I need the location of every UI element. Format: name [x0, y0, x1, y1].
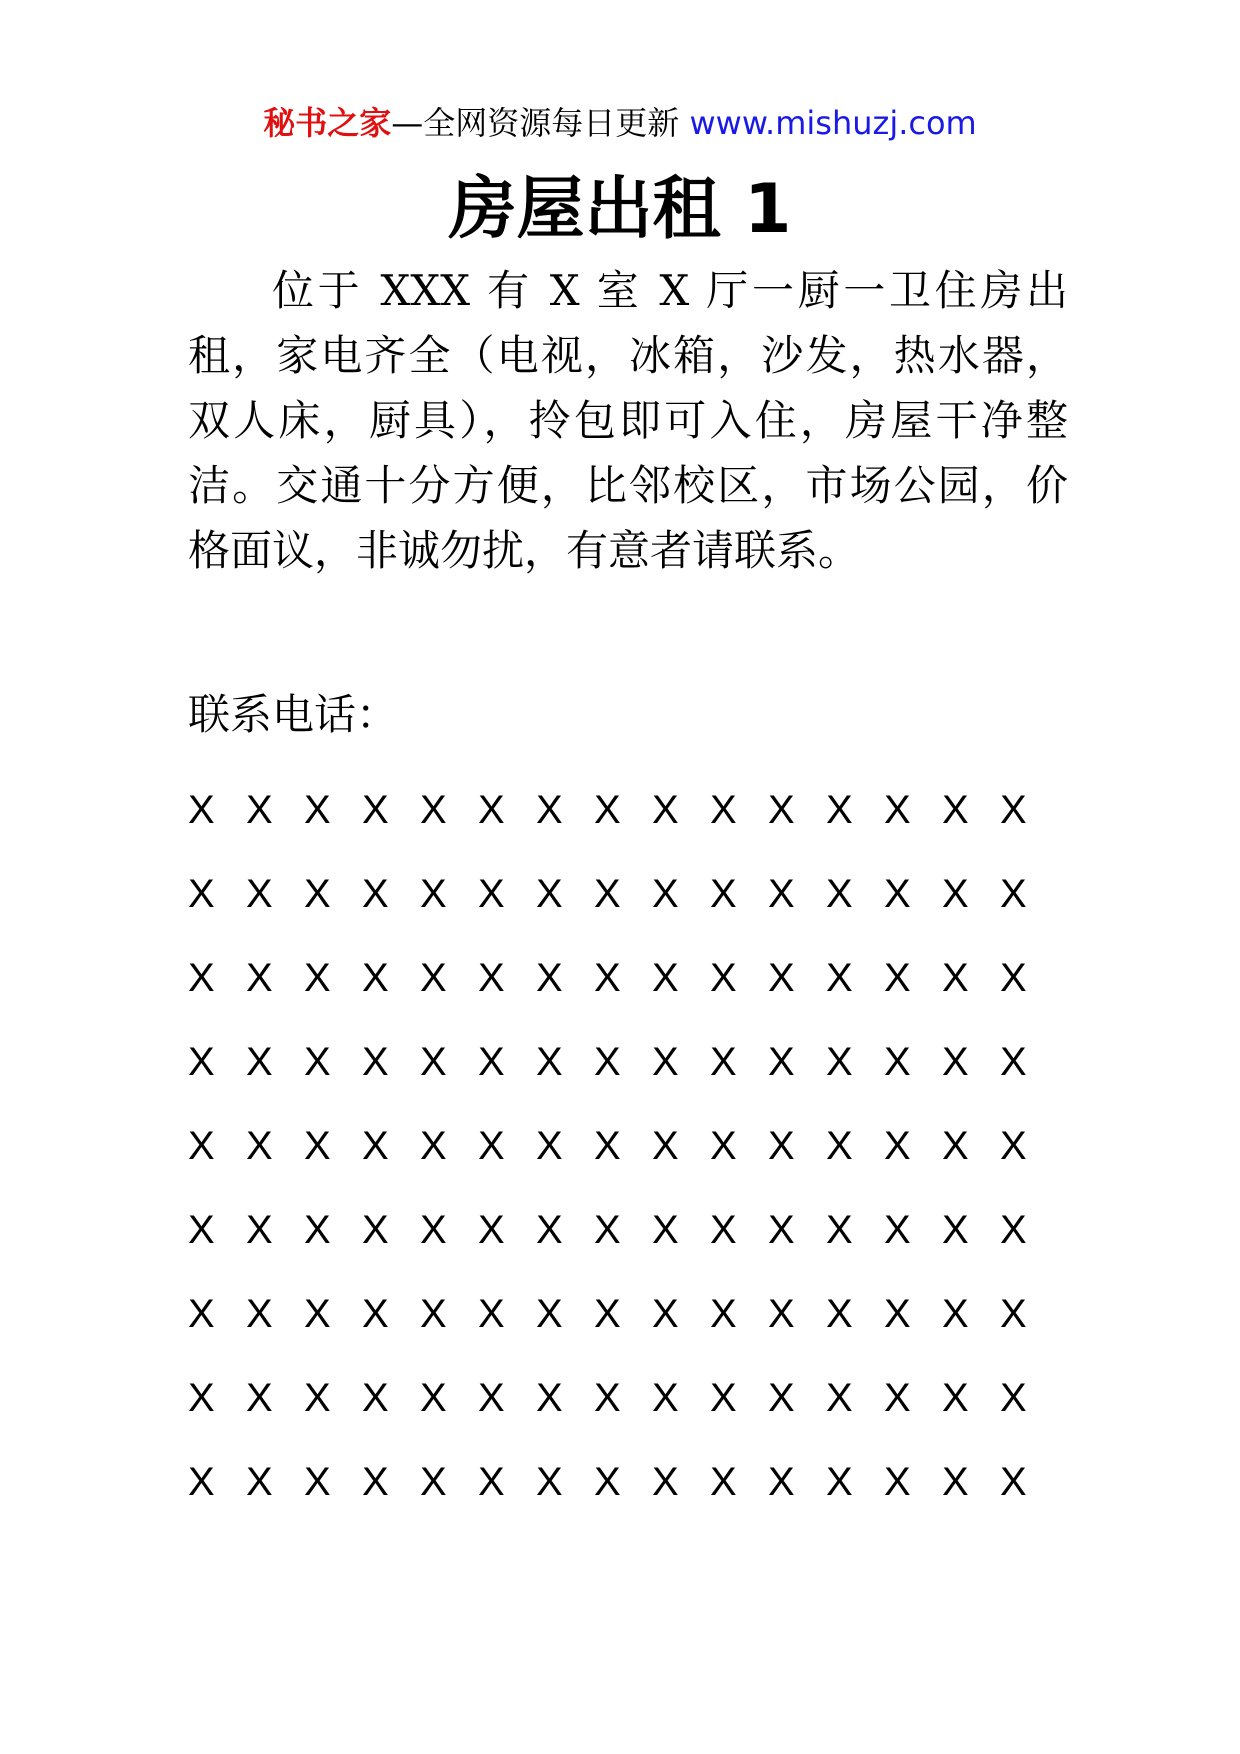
- contact-digit-placeholder: X: [304, 956, 331, 1000]
- contact-row: [188, 1356, 1088, 1440]
- contact-digit-placeholder: X: [246, 1040, 273, 1084]
- contact-digit-placeholder: X: [478, 1208, 505, 1252]
- contact-number-grid: [188, 768, 1088, 1524]
- contact-digit-placeholder: X: [768, 1124, 795, 1168]
- contact-digit-placeholder: X: [942, 1208, 969, 1252]
- contact-digit-placeholder: X: [768, 1208, 795, 1252]
- contact-digit-placeholder: X: [362, 956, 389, 1000]
- contact-digit-placeholder: X: [304, 1124, 331, 1168]
- contact-digit-placeholder: X: [652, 872, 679, 916]
- contact-digit-placeholder: X: [420, 1040, 447, 1084]
- contact-digit-placeholder: X: [1000, 1208, 1027, 1252]
- contact-digit-placeholder: X: [478, 1124, 505, 1168]
- contact-digit-placeholder: X: [942, 1124, 969, 1168]
- contact-digit-placeholder: X: [304, 872, 331, 916]
- contact-digit-placeholder: X: [884, 788, 911, 832]
- contact-digit-placeholder: X: [304, 788, 331, 832]
- contact-digit-placeholder: X: [710, 788, 737, 832]
- contact-row: [188, 768, 1088, 852]
- contact-digit-placeholder: X: [652, 1208, 679, 1252]
- contact-digit-placeholder: X: [942, 1460, 969, 1504]
- contact-digit-placeholder: X: [1000, 1040, 1027, 1084]
- contact-digit-placeholder: X: [942, 1040, 969, 1084]
- contact-digit-placeholder: X: [246, 872, 273, 916]
- contact-digit-placeholder: X: [536, 1376, 563, 1420]
- contact-row: [188, 1104, 1088, 1188]
- contact-digit-placeholder: X: [768, 1040, 795, 1084]
- contact-digit-placeholder: X: [420, 788, 447, 832]
- contact-digit-placeholder: X: [1000, 1124, 1027, 1168]
- contact-digit-placeholder: X: [304, 1208, 331, 1252]
- contact-digit-placeholder: X: [304, 1460, 331, 1504]
- contact-digit-placeholder: X: [478, 788, 505, 832]
- contact-digit-placeholder: X: [710, 1124, 737, 1168]
- contact-digit-placeholder: X: [884, 1376, 911, 1420]
- contact-digit-placeholder: X: [246, 1460, 273, 1504]
- contact-digit-placeholder: X: [884, 1460, 911, 1504]
- contact-digit-placeholder: X: [826, 1124, 853, 1168]
- contact-row: [188, 1440, 1088, 1524]
- contact-digit-placeholder: X: [420, 1460, 447, 1504]
- contact-digit-placeholder: X: [188, 1040, 215, 1084]
- contact-digit-placeholder: X: [362, 1460, 389, 1504]
- contact-digit-placeholder: X: [188, 1376, 215, 1420]
- contact-digit-placeholder: X: [1000, 788, 1027, 832]
- contact-digit-placeholder: X: [246, 1124, 273, 1168]
- contact-digit-placeholder: X: [884, 956, 911, 1000]
- contact-row: [188, 852, 1088, 936]
- contact-digit-placeholder: X: [594, 788, 621, 832]
- contact-digit-placeholder: X: [1000, 1460, 1027, 1504]
- contact-digit-placeholder: X: [536, 1460, 563, 1504]
- contact-digit-placeholder: X: [942, 956, 969, 1000]
- contact-digit-placeholder: X: [478, 956, 505, 1000]
- contact-digit-placeholder: X: [942, 788, 969, 832]
- contact-digit-placeholder: X: [420, 956, 447, 1000]
- contact-digit-placeholder: X: [304, 1292, 331, 1336]
- contact-digit-placeholder: X: [420, 1208, 447, 1252]
- contact-label: 联系电话：: [188, 690, 399, 739]
- contact-digit-placeholder: X: [246, 1376, 273, 1420]
- contact-digit-placeholder: X: [826, 1376, 853, 1420]
- contact-digit-placeholder: X: [768, 788, 795, 832]
- contact-digit-placeholder: X: [826, 1040, 853, 1084]
- contact-digit-placeholder: X: [188, 1292, 215, 1336]
- contact-digit-placeholder: X: [304, 1376, 331, 1420]
- contact-digit-placeholder: X: [478, 1292, 505, 1336]
- header-url-link[interactable]: www.mishuzj.com: [689, 104, 977, 142]
- document-title: 房屋出租 1: [448, 170, 792, 249]
- contact-digit-placeholder: X: [942, 1292, 969, 1336]
- contact-digit-placeholder: X: [826, 872, 853, 916]
- contact-digit-placeholder: X: [536, 1208, 563, 1252]
- contact-digit-placeholder: X: [478, 1376, 505, 1420]
- contact-digit-placeholder: X: [362, 788, 389, 832]
- contact-digit-placeholder: X: [536, 956, 563, 1000]
- contact-digit-placeholder: X: [826, 1208, 853, 1252]
- contact-digit-placeholder: X: [594, 1376, 621, 1420]
- contact-digit-placeholder: X: [710, 1460, 737, 1504]
- contact-row: [188, 936, 1088, 1020]
- contact-digit-placeholder: X: [188, 1124, 215, 1168]
- contact-digit-placeholder: X: [884, 1124, 911, 1168]
- contact-digit-placeholder: X: [652, 1292, 679, 1336]
- contact-digit-placeholder: X: [362, 1040, 389, 1084]
- contact-digit-placeholder: X: [188, 1460, 215, 1504]
- site-header: [0, 98, 1240, 148]
- contact-digit-placeholder: X: [594, 1040, 621, 1084]
- contact-digit-placeholder: X: [594, 1292, 621, 1336]
- contact-digit-placeholder: X: [246, 1208, 273, 1252]
- contact-digit-placeholder: X: [536, 788, 563, 832]
- contact-digit-placeholder: X: [768, 1460, 795, 1504]
- contact-digit-placeholder: X: [826, 1460, 853, 1504]
- contact-digit-placeholder: X: [710, 1376, 737, 1420]
- contact-digit-placeholder: X: [652, 956, 679, 1000]
- contact-digit-placeholder: X: [710, 1208, 737, 1252]
- contact-digit-placeholder: X: [826, 788, 853, 832]
- contact-digit-placeholder: X: [942, 1376, 969, 1420]
- contact-digit-placeholder: X: [652, 1124, 679, 1168]
- contact-digit-placeholder: X: [884, 1292, 911, 1336]
- contact-digit-placeholder: X: [188, 788, 215, 832]
- contact-digit-placeholder: X: [246, 788, 273, 832]
- header-tagline: —全网资源每日更新: [391, 104, 680, 142]
- contact-digit-placeholder: X: [420, 872, 447, 916]
- contact-digit-placeholder: X: [1000, 872, 1027, 916]
- contact-digit-placeholder: X: [768, 1376, 795, 1420]
- rental-description: 位于 XXX 有 X 室 X 厅一厨一卫住房出租，家电齐全（电视，冰箱，沙发，热水器，双人床，厨具），拎包即可入住，房屋干净整洁。交通十分方便，比邻校区，市场公园，价格面议，非诚勿扰，有意者请联系。: [188, 266, 1068, 575]
- contact-digit-placeholder: X: [536, 1040, 563, 1084]
- contact-digit-placeholder: X: [362, 1376, 389, 1420]
- contact-digit-placeholder: X: [652, 1460, 679, 1504]
- contact-digit-placeholder: X: [710, 956, 737, 1000]
- contact-digit-placeholder: X: [188, 956, 215, 1000]
- contact-digit-placeholder: X: [246, 1292, 273, 1336]
- contact-digit-placeholder: X: [362, 1208, 389, 1252]
- contact-digit-placeholder: X: [1000, 1376, 1027, 1420]
- contact-digit-placeholder: X: [536, 1124, 563, 1168]
- contact-row: [188, 1272, 1088, 1356]
- contact-digit-placeholder: X: [1000, 1292, 1027, 1336]
- contact-digit-placeholder: X: [188, 1208, 215, 1252]
- contact-digit-placeholder: X: [652, 1040, 679, 1084]
- contact-digit-placeholder: X: [304, 1040, 331, 1084]
- contact-digit-placeholder: X: [710, 1292, 737, 1336]
- contact-digit-placeholder: X: [478, 872, 505, 916]
- contact-digit-placeholder: X: [362, 872, 389, 916]
- contact-digit-placeholder: X: [826, 1292, 853, 1336]
- header-brand: 秘书之家: [263, 104, 392, 142]
- contact-digit-placeholder: X: [768, 1292, 795, 1336]
- contact-digit-placeholder: X: [884, 1040, 911, 1084]
- contact-digit-placeholder: X: [594, 1460, 621, 1504]
- contact-row: [188, 1020, 1088, 1104]
- contact-digit-placeholder: X: [362, 1124, 389, 1168]
- contact-digit-placeholder: X: [768, 872, 795, 916]
- contact-digit-placeholder: X: [594, 1208, 621, 1252]
- contact-digit-placeholder: X: [536, 872, 563, 916]
- contact-digit-placeholder: X: [420, 1376, 447, 1420]
- contact-digit-placeholder: X: [652, 788, 679, 832]
- contact-digit-placeholder: X: [594, 1124, 621, 1168]
- contact-digit-placeholder: X: [188, 872, 215, 916]
- contact-digit-placeholder: X: [710, 1040, 737, 1084]
- contact-digit-placeholder: X: [652, 1376, 679, 1420]
- contact-digit-placeholder: X: [362, 1292, 389, 1336]
- contact-digit-placeholder: X: [594, 956, 621, 1000]
- contact-digit-placeholder: X: [420, 1124, 447, 1168]
- contact-digit-placeholder: X: [826, 956, 853, 1000]
- contact-digit-placeholder: X: [884, 872, 911, 916]
- contact-digit-placeholder: X: [420, 1292, 447, 1336]
- contact-digit-placeholder: X: [1000, 956, 1027, 1000]
- contact-row: [188, 1188, 1088, 1272]
- contact-digit-placeholder: X: [478, 1460, 505, 1504]
- contact-digit-placeholder: X: [536, 1292, 563, 1336]
- contact-digit-placeholder: X: [246, 956, 273, 1000]
- contact-digit-placeholder: X: [710, 872, 737, 916]
- contact-digit-placeholder: X: [478, 1040, 505, 1084]
- contact-digit-placeholder: X: [768, 956, 795, 1000]
- contact-digit-placeholder: X: [884, 1208, 911, 1252]
- contact-digit-placeholder: X: [942, 872, 969, 916]
- contact-digit-placeholder: X: [594, 872, 621, 916]
